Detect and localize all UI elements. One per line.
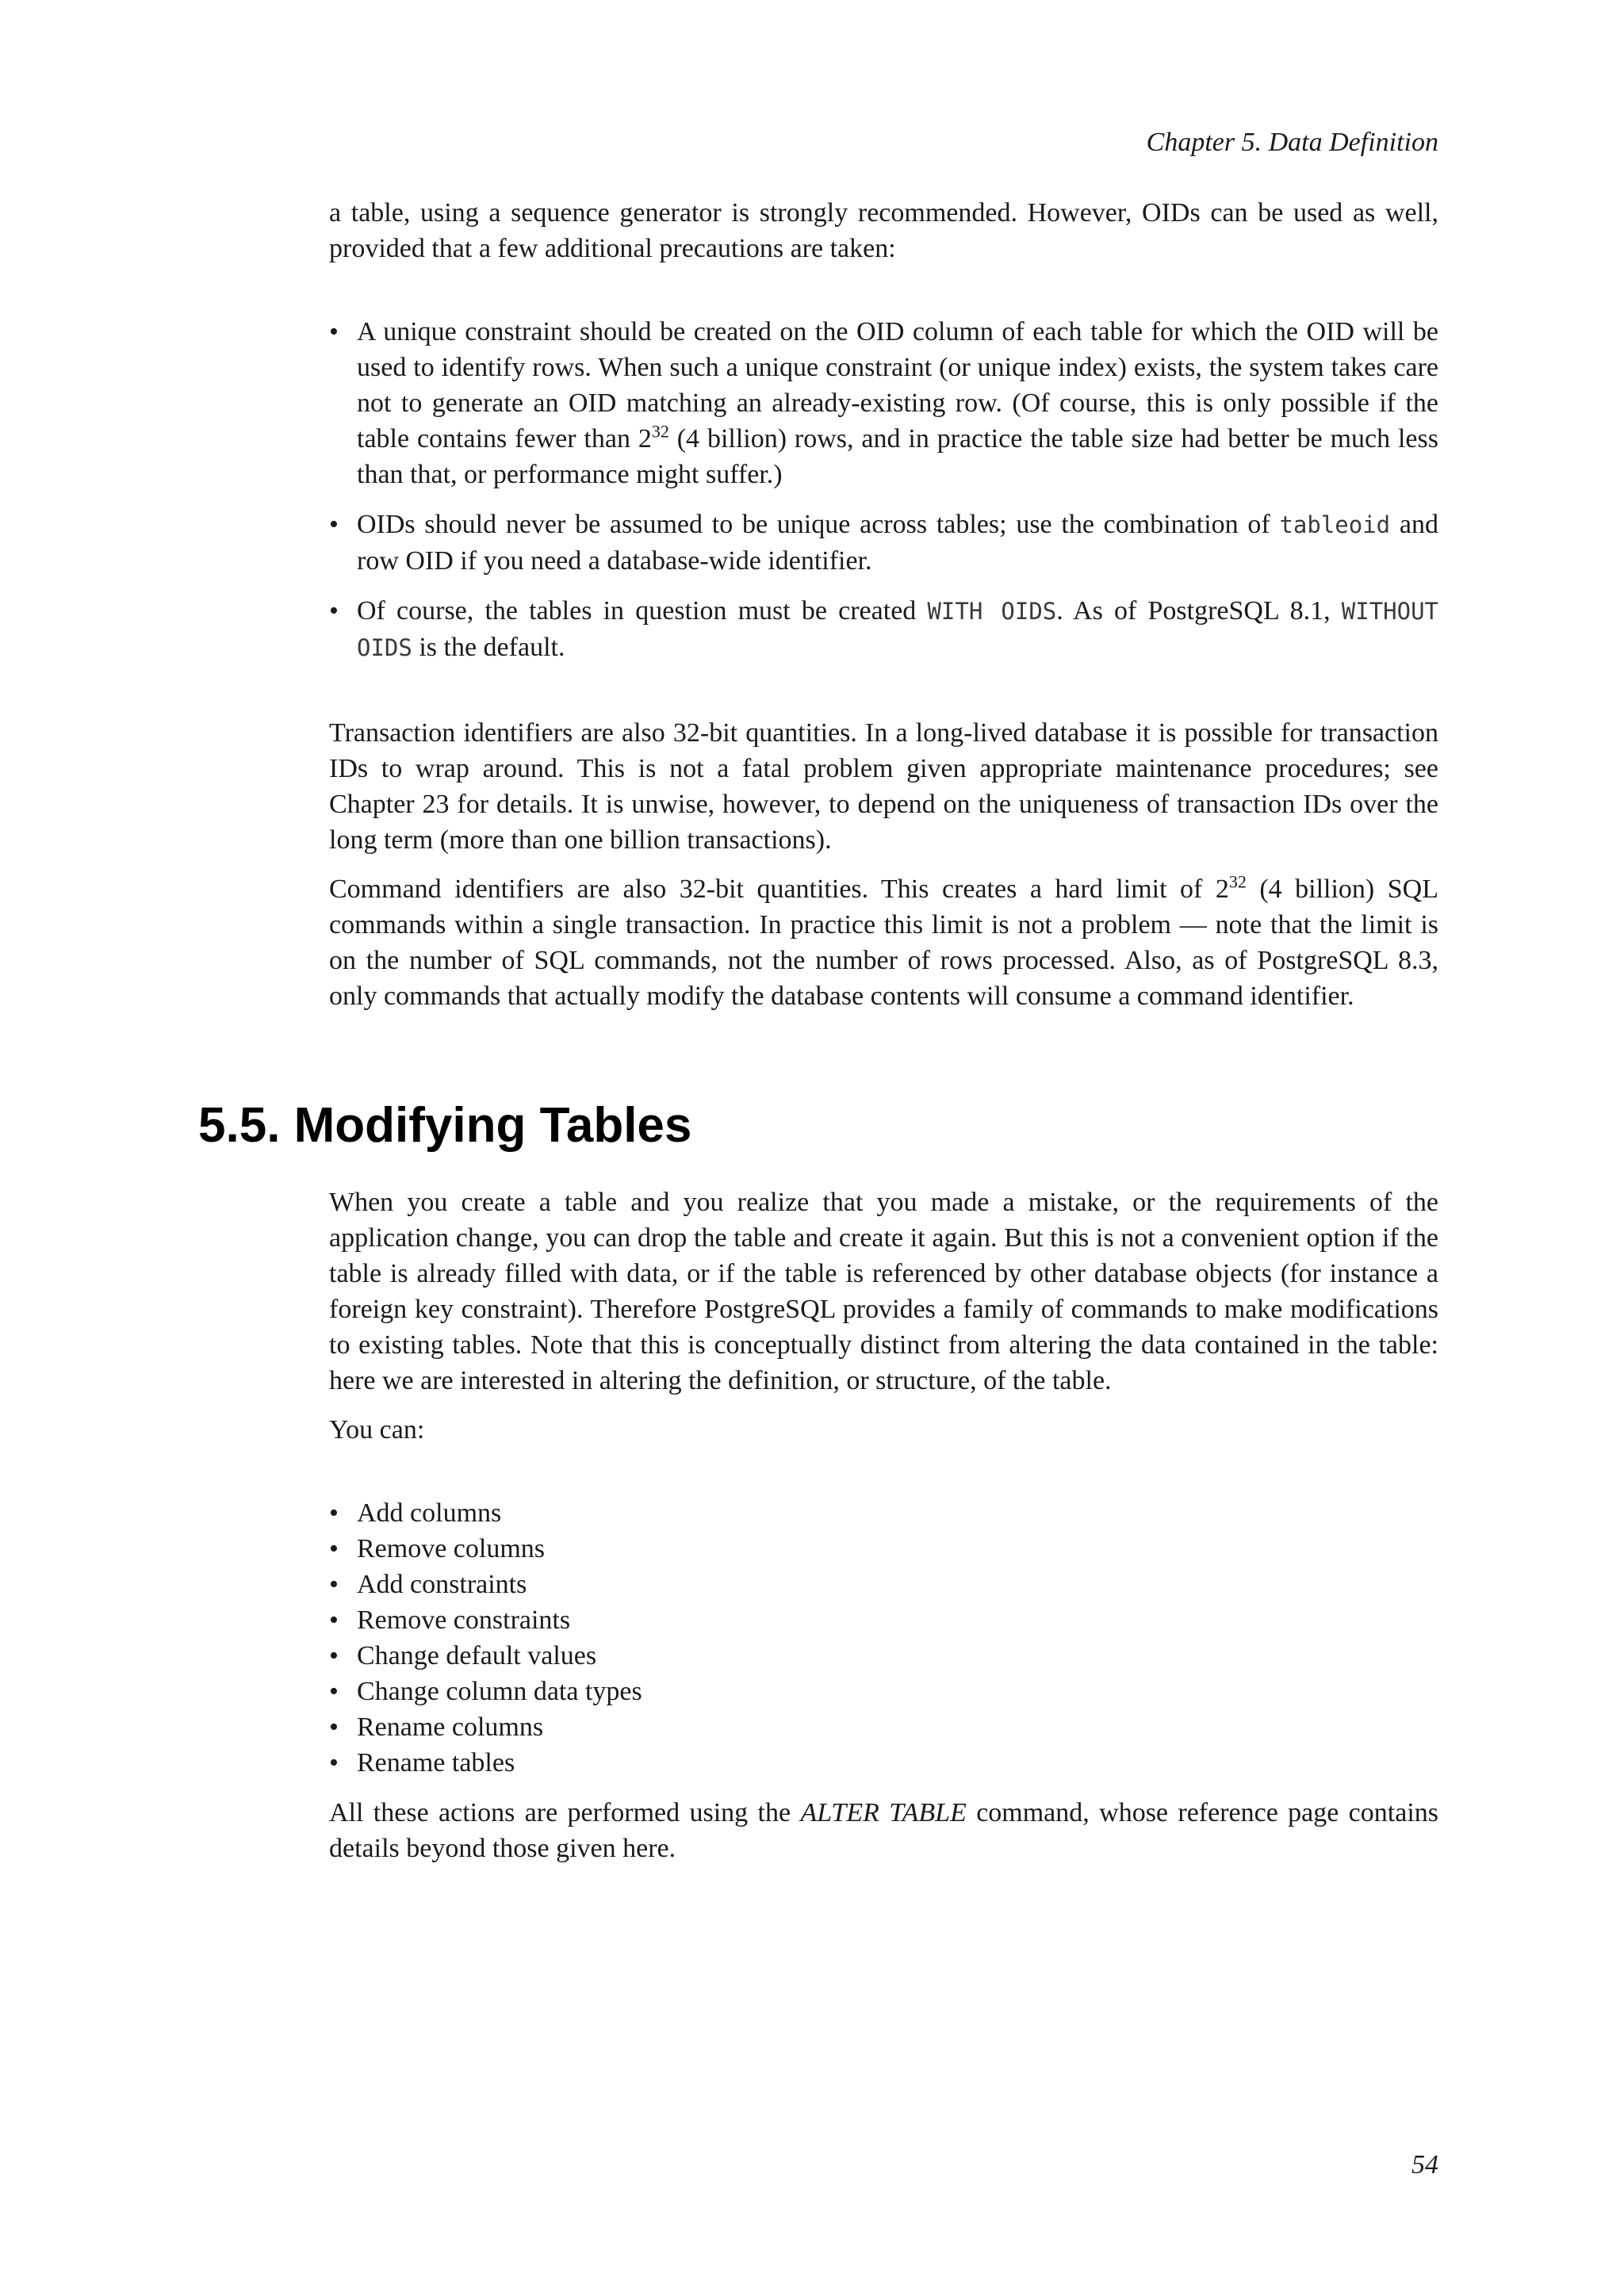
bullet-icon: • [329,1498,339,1528]
paragraph-text: (4 billion) SQL commands within a single transaction. In practice this limit is not a problem — note that the limit is on the number of SQL commands, not the number of rows processed. Also, as of PostgreSQL 8.3, only commands that actually modify the database contents will consume a command identifier. [329,874,1438,1011]
inline-code: WITHOUT OIDS [357,598,1439,661]
page-body-section [329,1184,1438,1880]
bullet-icon: • [329,1534,339,1563]
bullet-icon: • [329,1605,339,1635]
inline-code: WITH OIDS [927,598,1057,625]
command-paragraph [329,871,1438,1014]
item-text: Rename tables [357,1748,515,1777]
paragraph-text: All these actions are performed using the [329,1798,801,1827]
item-text: Change column data types [357,1677,642,1706]
bullet-icon: • [329,1570,339,1599]
superscript: 32 [1228,871,1247,892]
item-text: is the default. [412,633,565,662]
item-text: and row OID if you need a database-wide identifier. [357,510,1438,576]
superscript: 32 [651,421,669,442]
actions-list [329,1495,1438,1781]
list-item [329,1638,1438,1674]
bullet-icon: • [329,1748,339,1777]
paragraph-text: Command identifiers are also 32-bit quantities. This creates a hard limit of 2 [329,874,1229,904]
item-text: Add constraints [357,1570,527,1599]
item-text: Change default values [357,1641,597,1670]
section-intro: When you create a table and you realize that you made a mistake, or the requirements of the application change, you can drop the table and create it again. But this is not a convenient option if the table is already filled with data, or if the table is referenced by other database objects (for instance a foreign key constraint). Therefore PostgreSQL provides a family of commands to make modifications to existing tables. Note that this is conceptually distinct from altering the data contained in the table: here we are interested in altering the definition, or structure, of the table. [329,1188,1438,1395]
item-text: (4 billion) rows, and in practice the table size had better be much less than that, or performance might suffer.) [357,424,1438,489]
list-item [329,507,1438,579]
list-item [329,1531,1438,1567]
intro-paragraph: a table, using a sequence generator is strongly recommended. However, OIDs can be used as well, provided that a few additional precautions are taken: [329,198,1438,263]
precautions-list [329,314,1438,666]
item-text: A unique constraint should be created on the OID column of each table for which the OID will be used to identify rows. When such a unique constraint (or unique index) exists, the system takes care not to generate an OID matching an already-existing row. (Of course, this is only possible if the table contains fewer than 2 [357,317,1438,453]
item-text: . As of PostgreSQL 8.1, [1056,596,1342,626]
list-item [329,1602,1438,1638]
inline-code: tableoid [1279,511,1391,538]
bullet-icon: • [329,1677,339,1706]
list-item [329,1745,1438,1781]
command-reference: ALTER TABLE [800,1798,967,1827]
paragraph-text: command, whose reference page contains details beyond those given here. [329,1798,1438,1863]
item-text: Of course, the tables in question must be created [357,596,928,626]
item-text: OIDs should never be assumed to be unique across tables; use the combination of [357,510,1280,539]
you-can-label: You can: [329,1415,425,1445]
list-item [329,314,1438,492]
section-heading: 5.5. Modifying Tables [198,1098,692,1153]
item-text: Remove columns [357,1534,546,1563]
list-item [329,1495,1438,1531]
bullet-icon: • [329,510,339,539]
bullet-icon: • [329,1712,339,1742]
list-item [329,1674,1438,1709]
item-text: Remove constraints [357,1605,571,1635]
closing-paragraph [329,1795,1438,1866]
list-item [329,1709,1438,1745]
page-number: 54 [1411,2150,1438,2179]
bullet-icon: • [329,317,339,346]
list-item [329,1567,1438,1602]
transaction-paragraph: Transaction identifiers are also 32-bit quantities. In a long-lived database it is possible for transaction IDs to wrap around. This is not a fatal problem given appropriate maintenance procedures; see Chapter 23 for details. It is unwise, however, to depend on the uniqueness of transaction IDs over the long term (more than one billion transactions). [329,718,1438,855]
list-item [329,593,1438,666]
bullet-icon: • [329,596,339,626]
page-body-top [329,195,1438,1027]
item-text: Add columns [357,1498,502,1528]
running-head: Chapter 5. Data Definition [1146,128,1438,157]
bullet-icon: • [329,1641,339,1670]
item-text: Rename columns [357,1712,544,1742]
